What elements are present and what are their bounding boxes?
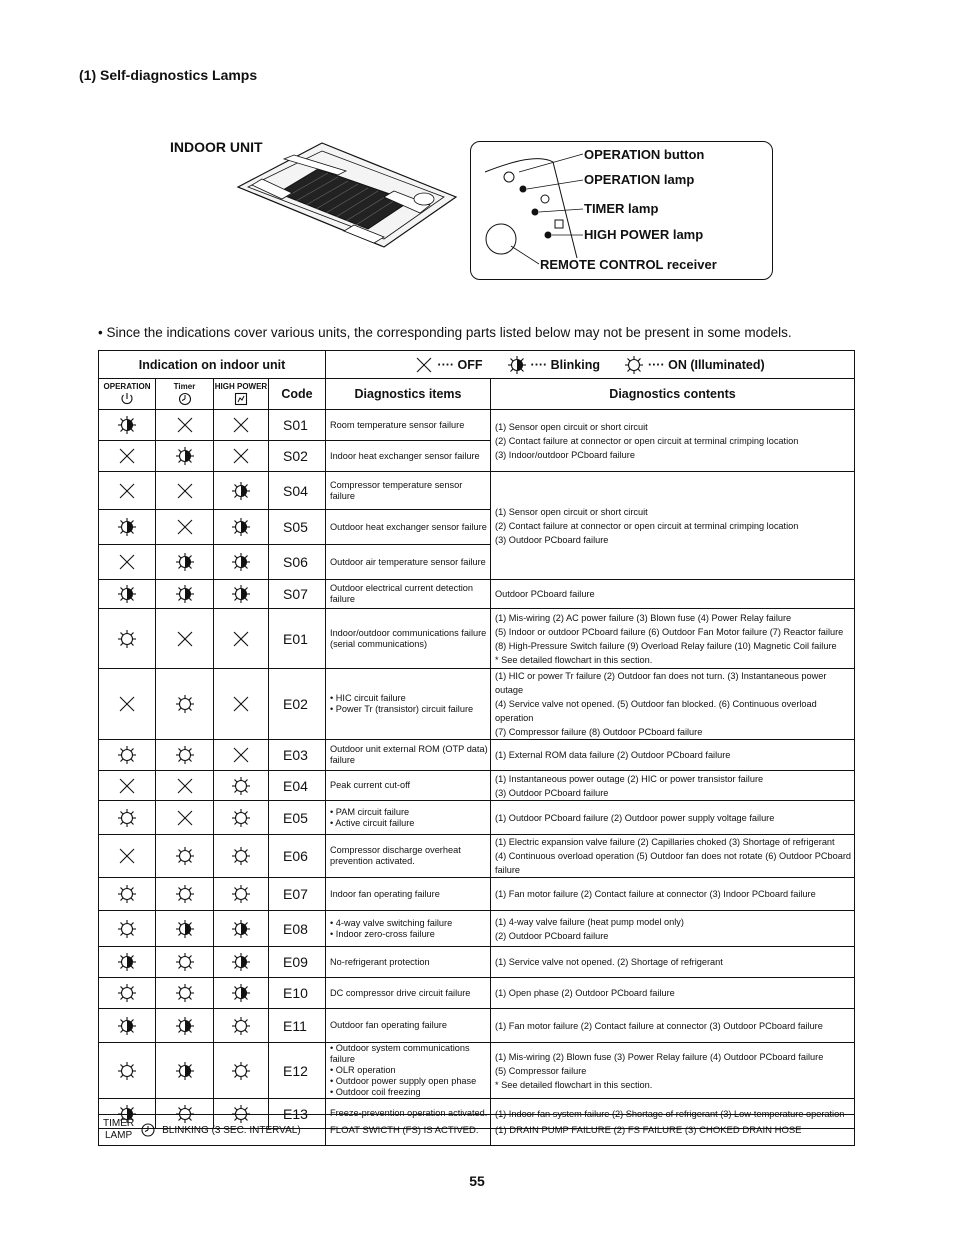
lamp-cell xyxy=(99,978,156,1009)
off-icon xyxy=(174,775,196,797)
off-icon xyxy=(116,845,138,867)
off-icon xyxy=(230,628,252,650)
section-title: (1) Self-diagnostics Lamps xyxy=(79,67,258,83)
item-line: Outdoor fan operating failure xyxy=(330,1020,447,1030)
lamp-cell xyxy=(214,510,269,545)
blinking-icon xyxy=(230,583,252,605)
table-row xyxy=(99,801,855,835)
table-row xyxy=(99,878,855,911)
error-code: S06 xyxy=(269,545,326,580)
lamp-cell xyxy=(156,441,214,472)
table-row xyxy=(99,410,855,441)
lamp-cell xyxy=(99,510,156,545)
error-code: S07 xyxy=(269,580,326,609)
lamp-cell xyxy=(99,771,156,801)
diagnostics-item xyxy=(326,1009,491,1043)
item-line: • OLR operation xyxy=(330,1065,396,1075)
off-icon xyxy=(116,480,138,502)
lamp-cell xyxy=(99,947,156,978)
item-line: Indoor heat exchanger sensor failure xyxy=(330,450,480,461)
item-line: Compressor temperature sensor failure xyxy=(330,479,463,501)
col-high-power-label: HIGH POWER xyxy=(214,382,268,391)
diagnostics-contents xyxy=(491,801,855,835)
diagnostics-contents xyxy=(491,740,855,771)
blinking-icon xyxy=(230,516,252,538)
diagnostics-contents xyxy=(491,609,855,669)
blinking-icon xyxy=(116,1015,138,1037)
off-icon xyxy=(230,414,252,436)
table-row xyxy=(99,947,855,978)
item-line: DC compressor drive circuit failure xyxy=(330,987,471,998)
item-line: No-refrigerant protection xyxy=(330,956,430,967)
lamp-cell xyxy=(156,878,214,911)
diagnostics-item xyxy=(326,835,491,878)
item-line: Outdoor electrical current detection xyxy=(330,583,474,593)
lamp-cell xyxy=(214,441,269,472)
diagnostics-item xyxy=(326,801,491,835)
contents-line: (1) Electric expansion valve failure (2) Capillaries choked (3) Shortage of refrigerant xyxy=(495,837,835,847)
off-icon xyxy=(230,445,252,467)
contents-line: (5) Indoor or outdoor PCboard failure (6) Outdoor Fan Motor failure (7) Reactor failure xyxy=(495,626,844,637)
on-icon xyxy=(116,883,138,905)
blinking-icon xyxy=(230,982,252,1004)
diagnostics-item xyxy=(326,978,491,1009)
timer-lamp-cell xyxy=(99,1115,326,1146)
item-line: Outdoor heat exchanger sensor failure xyxy=(330,521,487,532)
on-icon xyxy=(174,951,196,973)
page-number: 55 xyxy=(469,1173,485,1189)
diagnostics-contents xyxy=(491,669,855,740)
on-icon xyxy=(230,775,252,797)
blinking-icon xyxy=(230,480,252,502)
off-icon xyxy=(415,356,433,374)
lamp-cell xyxy=(99,801,156,835)
error-code: E12 xyxy=(269,1043,326,1099)
lamp-cell xyxy=(214,911,269,947)
contents-line: (1) Mis-wiring (2) Blown fuse (3) Power Relay failure (4) Outdoor PCboard failure xyxy=(495,1051,824,1062)
legend-row xyxy=(99,351,855,379)
diagnostics-contents xyxy=(491,771,855,801)
lamp-cell xyxy=(156,545,214,580)
diagnostics-item xyxy=(326,878,491,911)
error-code: E03 xyxy=(269,740,326,771)
table-row xyxy=(99,911,855,947)
diagnostics-contents xyxy=(491,878,855,911)
col-timer-label: Timer xyxy=(173,382,196,391)
table-row xyxy=(99,1009,855,1043)
lamp-cell xyxy=(99,410,156,441)
diagnostics-contents xyxy=(491,472,855,580)
error-code: E08 xyxy=(269,911,326,947)
diagnostics-item xyxy=(326,609,491,669)
on-icon xyxy=(116,918,138,940)
on-icon xyxy=(116,807,138,829)
on-icon xyxy=(230,845,252,867)
contents-line: (1) Mis-wiring (2) AC power failure (3) Blown fuse (4) Power Relay failure xyxy=(495,612,792,623)
on-icon xyxy=(116,982,138,1004)
diagnostics-item xyxy=(326,580,491,609)
legend-on: ···· ON (Illuminated) xyxy=(647,357,765,372)
item-line: Peak current cut-off xyxy=(330,780,411,790)
contents-line: Outdoor PCboard failure xyxy=(495,589,595,599)
error-code: E11 xyxy=(269,1009,326,1043)
item-line: Outdoor unit external ROM (OTP data) xyxy=(330,744,488,754)
item-line: Indoor fan operating failure xyxy=(330,888,440,899)
footer-table xyxy=(98,1114,855,1146)
on-icon xyxy=(116,1060,138,1082)
blinking-icon xyxy=(174,551,196,573)
contents-line: (2) Contact failure at connector or open circuit at terminal crimping location xyxy=(495,435,799,446)
contents-line: * See detailed flowchart in this section. xyxy=(495,654,653,665)
lamp-cell xyxy=(156,978,214,1009)
indication-header: Indication on indoor unit xyxy=(99,351,326,379)
indoor-unit-label: INDOOR UNIT xyxy=(170,139,263,155)
lamp-cell xyxy=(156,801,214,835)
off-icon xyxy=(230,693,252,715)
error-code: S02 xyxy=(269,441,326,472)
contents-line: (1) Fan motor failure (2) Contact failure at connector (3) Outdoor PCboard failure xyxy=(495,1020,823,1031)
item-line: • Outdoor coil freezing xyxy=(330,1087,421,1097)
blinking-icon xyxy=(230,951,252,973)
on-icon xyxy=(174,982,196,1004)
col-operation-label: OPERATION xyxy=(103,382,151,391)
error-code: E10 xyxy=(269,978,326,1009)
blinking-icon xyxy=(230,551,252,573)
lamp-cell xyxy=(214,947,269,978)
blinking-icon xyxy=(116,414,138,436)
lamp-cell xyxy=(214,878,269,911)
item-line: • 4-way valve switching failure xyxy=(330,917,453,928)
item-line: • Power Tr (transistor) circuit failure xyxy=(330,704,474,714)
high-power-lamp-label: HIGH POWER lamp xyxy=(584,227,704,242)
table-row xyxy=(99,835,855,878)
diagnostics-item xyxy=(326,669,491,740)
off-icon xyxy=(174,516,196,538)
legend-off: ···· OFF xyxy=(437,357,483,372)
contents-line: (2) Outdoor PCboard failure xyxy=(495,930,609,941)
contents-line: (1) Service valve not opened. (2) Shortage of refrigerant xyxy=(495,957,723,967)
off-icon xyxy=(116,693,138,715)
item-line: • Outdoor power supply open phase xyxy=(330,1076,477,1086)
contents-line: (1) 4-way valve failure (heat pump model only) xyxy=(495,916,684,927)
contents-line: (4) Service valve not opened. (5) Outdoor fan blocked. (6) Continuous overload operation xyxy=(495,699,817,723)
contents-line: * See detailed flowchart in this section. xyxy=(495,1079,653,1090)
lamp-cell xyxy=(99,545,156,580)
error-code: S05 xyxy=(269,510,326,545)
error-code: E09 xyxy=(269,947,326,978)
lamp-cell xyxy=(214,545,269,580)
error-code: E04 xyxy=(269,771,326,801)
blinking-icon xyxy=(116,583,138,605)
diagnostics-contents xyxy=(491,835,855,878)
lamp-cell xyxy=(156,580,214,609)
contents-line: (5) Compressor failure xyxy=(495,1065,587,1076)
error-code: E02 xyxy=(269,669,326,740)
contents-line: (3) Indoor/outdoor PCboard failure xyxy=(495,449,635,460)
item-line: • HIC circuit failure xyxy=(330,693,406,703)
footer-blinking: BLINKING (3 SEC. INTERVAL) xyxy=(162,1124,301,1136)
error-code: E05 xyxy=(269,801,326,835)
lamp-cell xyxy=(214,978,269,1009)
on-icon xyxy=(230,1060,252,1082)
diagnostics-contents xyxy=(491,410,855,472)
off-icon xyxy=(116,775,138,797)
lamp-cell xyxy=(156,1043,214,1099)
diagnostics-item xyxy=(326,441,491,472)
timer-lamp-label: TIMER lamp xyxy=(584,201,659,216)
blinking-icon xyxy=(174,583,196,605)
lamp-cell xyxy=(99,1043,156,1099)
blinking-icon xyxy=(230,918,252,940)
contents-line: (3) Outdoor PCboard failure xyxy=(495,534,609,545)
item-line: Outdoor air temperature sensor failure xyxy=(330,556,486,567)
diagnostics-contents xyxy=(491,978,855,1009)
error-code: E07 xyxy=(269,878,326,911)
on-icon xyxy=(174,883,196,905)
lamp-cell xyxy=(214,1043,269,1099)
lamp-cell xyxy=(214,1009,269,1043)
on-icon xyxy=(230,1015,252,1037)
contents-line: (7) Compressor failure (8) Outdoor PCboard failure xyxy=(495,727,703,737)
indoor-unit-drawing xyxy=(234,141,470,251)
diagnostics-item xyxy=(326,947,491,978)
item-line: • Active circuit failure xyxy=(330,817,415,828)
lamp-cell xyxy=(99,878,156,911)
legend-cell xyxy=(326,351,855,379)
lamp-cell xyxy=(214,609,269,669)
error-code: E13 xyxy=(269,1099,326,1129)
off-icon xyxy=(116,551,138,573)
on-icon xyxy=(174,845,196,867)
clock-icon xyxy=(140,1122,156,1138)
item-line: prevention activated. xyxy=(330,856,415,866)
footer-item: FLOAT SWICTH (FS) IS ACTIVED. xyxy=(326,1115,491,1146)
lamp-cell xyxy=(156,1009,214,1043)
contents-line: (3) Outdoor PCboard failure xyxy=(495,787,609,798)
lamp-cell xyxy=(99,669,156,740)
diagnostics-item xyxy=(326,545,491,580)
col-code: Code xyxy=(269,379,326,410)
on-icon xyxy=(230,807,252,829)
item-line: Freeze-prevention operation activated. xyxy=(330,1108,488,1118)
diagnostics-contents xyxy=(491,911,855,947)
table-row xyxy=(99,771,855,801)
contents-line: (1) Fan motor failure (2) Contact failure at connector (3) Indoor PCboard failure xyxy=(495,889,816,899)
table-row xyxy=(99,609,855,669)
lamp-cell xyxy=(99,441,156,472)
diagnostics-item xyxy=(326,410,491,441)
item-line: • PAM circuit failure xyxy=(330,806,410,817)
power-icon xyxy=(120,392,134,406)
error-code: S04 xyxy=(269,472,326,510)
on-icon xyxy=(230,883,252,905)
lamp-cell xyxy=(99,835,156,878)
diagnostics-item xyxy=(326,740,491,771)
diagnostics-item xyxy=(326,771,491,801)
diagnostics-item xyxy=(326,911,491,947)
lamp-cell xyxy=(214,801,269,835)
lamp-cell xyxy=(156,472,214,510)
table-row xyxy=(99,669,855,740)
lamp-cell xyxy=(99,609,156,669)
lamp-panel-detail xyxy=(470,141,773,280)
on-icon xyxy=(174,744,196,766)
lamp-cell xyxy=(214,669,269,740)
contents-line: (1) Sensor open circuit or short circuit xyxy=(495,506,648,517)
clock-icon xyxy=(178,392,192,406)
contents-line: (1) Outdoor PCboard failure (2) Outdoor power supply voltage failure xyxy=(495,812,775,823)
item-line: • Indoor zero-cross failure xyxy=(330,928,435,939)
contents-line: (1) Indoor fan system failure (2) Shortage of refrigerant (3) Low-temperature operation xyxy=(495,1108,845,1119)
note-text: • Since the indications cover various units, the corresponding parts listed below may not be present in some models. xyxy=(98,325,792,340)
item-line: • Outdoor system communications failure xyxy=(330,1043,470,1064)
column-header-row xyxy=(99,379,855,410)
footer-lamp-label: LAMP xyxy=(104,1130,133,1141)
on-icon xyxy=(174,693,196,715)
off-icon xyxy=(174,414,196,436)
table-row xyxy=(99,472,855,510)
diagnostics-item xyxy=(326,472,491,510)
lamp-cell xyxy=(156,740,214,771)
item-line: Indoor/outdoor communications failure xyxy=(330,627,487,638)
lamp-cell xyxy=(214,580,269,609)
table-row xyxy=(99,978,855,1009)
col-items: Diagnostics items xyxy=(326,379,491,410)
on-icon xyxy=(116,628,138,650)
diagnostics-item xyxy=(326,510,491,545)
diagnostics-contents xyxy=(491,947,855,978)
contents-line: (1) Open phase (2) Outdoor PCboard failure xyxy=(495,988,675,998)
item-line: Compressor discharge overheat xyxy=(330,845,461,855)
lamp-cell xyxy=(156,911,214,947)
table-row xyxy=(99,1043,855,1099)
contents-line: (1) External ROM data failure (2) Outdoor PCboard failure xyxy=(495,750,731,760)
on-icon xyxy=(624,355,644,375)
operation-button-label: OPERATION button xyxy=(584,147,705,162)
item-line: (serial communications) xyxy=(330,638,428,649)
high-power-icon xyxy=(234,392,248,406)
col-operation xyxy=(99,379,156,410)
diagnostics-table xyxy=(98,350,855,1129)
diagnostics-contents xyxy=(491,580,855,609)
error-code: E06 xyxy=(269,835,326,878)
contents-line: (1) Sensor open circuit or short circuit xyxy=(495,421,648,432)
lamp-cell xyxy=(99,580,156,609)
lamp-cell xyxy=(214,410,269,441)
lamp-cell xyxy=(156,835,214,878)
off-icon xyxy=(174,807,196,829)
footer-contents: (1) DRAIN PUMP FAILURE (2) FS FAILURE (3) CHOKED DRAIN HOSE xyxy=(491,1115,855,1146)
item-line: failure xyxy=(330,594,356,604)
operation-lamp-label: OPERATION lamp xyxy=(584,172,695,187)
footer-timer-label: TIMER xyxy=(103,1118,135,1129)
footer-row xyxy=(99,1115,855,1146)
lamp-cell xyxy=(214,771,269,801)
blinking-icon xyxy=(174,1060,196,1082)
blinking-icon xyxy=(116,516,138,538)
lamp-cell xyxy=(99,472,156,510)
off-icon xyxy=(230,744,252,766)
blinking-icon xyxy=(174,445,196,467)
contents-line: (4) Continuous overload operation (5) Outdoor fan does not rotate (6) Outdoor PCboard failure xyxy=(495,851,851,875)
on-icon xyxy=(116,744,138,766)
lamp-cell xyxy=(156,510,214,545)
off-icon xyxy=(174,628,196,650)
legend-blinking: ···· Blinking xyxy=(530,357,600,372)
off-icon xyxy=(174,480,196,502)
lamp-cell xyxy=(156,609,214,669)
blinking-icon xyxy=(116,951,138,973)
lamp-cell xyxy=(156,771,214,801)
blinking-icon xyxy=(507,355,527,375)
off-icon xyxy=(116,445,138,467)
lamp-cell xyxy=(156,947,214,978)
contents-line: (1) Instantaneous power outage (2) HIC or power transistor failure xyxy=(495,773,764,784)
item-line: Room temperature sensor failure xyxy=(330,419,465,430)
blinking-icon xyxy=(174,1015,196,1037)
lamp-cell xyxy=(99,911,156,947)
remote-receiver-label: REMOTE CONTROL receiver xyxy=(540,257,717,272)
error-code: E01 xyxy=(269,609,326,669)
diagnostics-item xyxy=(326,1043,491,1099)
lamp-cell xyxy=(214,835,269,878)
lamp-cell xyxy=(99,1009,156,1043)
col-high-power xyxy=(214,379,269,410)
item-line: failure xyxy=(330,755,356,765)
col-timer xyxy=(156,379,214,410)
diagnostics-contents xyxy=(491,1043,855,1099)
lamp-cell xyxy=(156,669,214,740)
contents-line: (8) High-Pressure Switch failure (9) Overload Relay failure (10) Magnetic Coil failure xyxy=(495,640,837,651)
blinking-icon xyxy=(174,918,196,940)
contents-line: (1) HIC or power Tr failure (2) Outdoor fan does not turn. (3) Instantaneous power outage xyxy=(495,671,827,695)
col-contents: Diagnostics contents xyxy=(491,379,855,410)
lamp-cell xyxy=(214,740,269,771)
lamp-cell xyxy=(156,410,214,441)
diagnostics-contents xyxy=(491,1009,855,1043)
contents-line: (2) Contact failure at connector or open circuit at terminal crimping location xyxy=(495,520,799,531)
lamp-cell xyxy=(99,740,156,771)
table-row xyxy=(99,740,855,771)
table-row xyxy=(99,580,855,609)
error-code: S01 xyxy=(269,410,326,441)
lamp-cell xyxy=(214,472,269,510)
